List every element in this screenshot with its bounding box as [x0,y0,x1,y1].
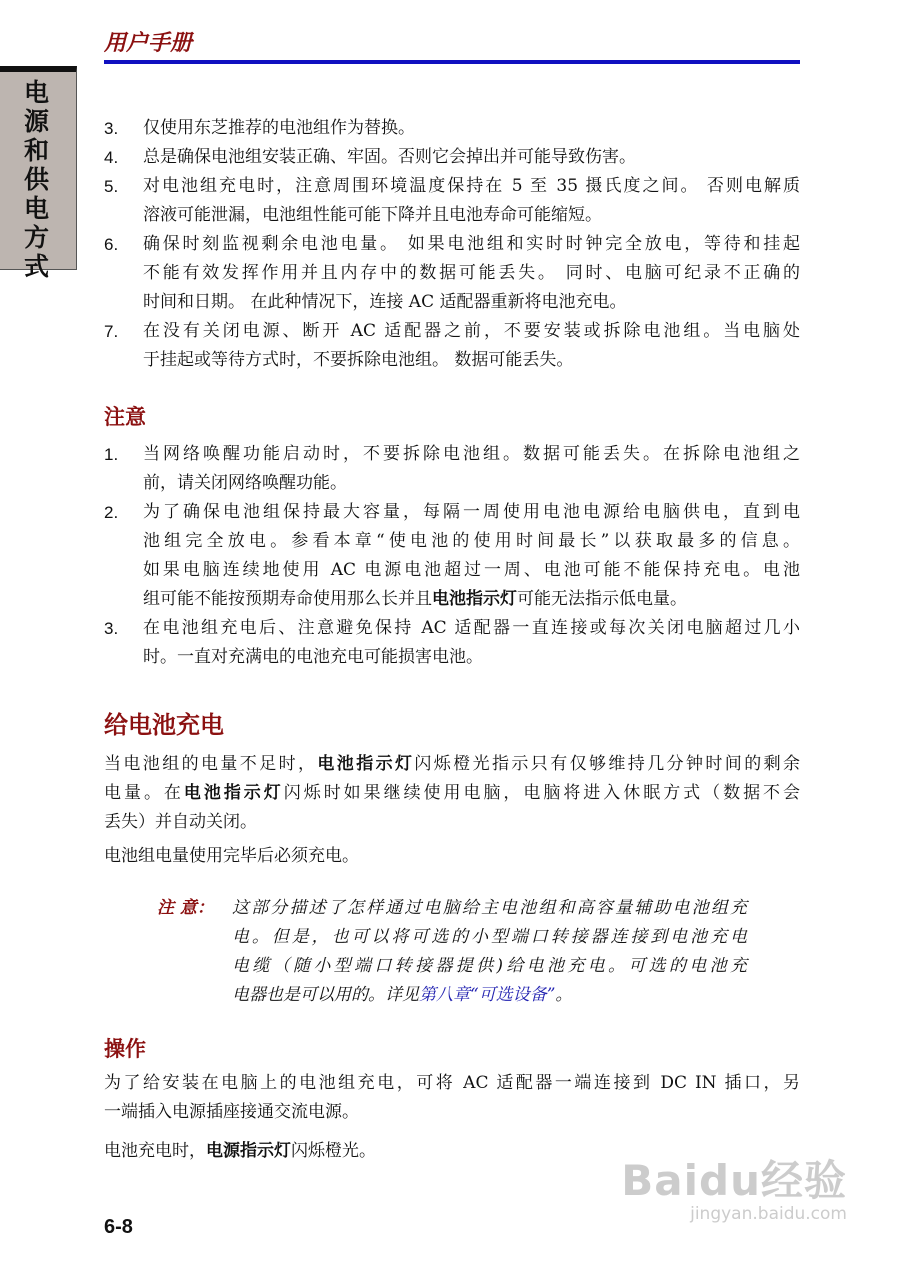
list-number: 4. [104,148,119,167]
text-segment: 电缆（随小型端口转接器提供)给电池充电。可选的电池充 [232,956,747,976]
note-body [232,894,747,1010]
chapter-side-tab [0,66,77,281]
list-item [104,317,800,375]
chapter-side-tab-label: 电源和供电方式 [24,78,50,281]
text-segment: 时。一直对充满电的电池充电可能损害电池。 [143,647,483,667]
charging-paragraph-2 [104,842,800,871]
text-segment: 组可能不能按预期寿命使用那么长并且 [143,589,432,609]
text-line [143,114,800,143]
list-number: 7. [104,322,119,341]
bold-term: 电池指示灯 [183,783,284,803]
text-segment: 电。但是，也可以将可选的小型端口转接器连接到电池充电 [232,927,747,947]
text-segment: 当网络唤醒功能启动时，不要拆除电池组。数据可能丢失。在拆除电池组之 [143,444,800,464]
page-number: 6-8 [104,1216,133,1238]
bold-term: 电源指示灯 [206,1141,291,1161]
text-line [104,842,800,871]
bold-term: 电池指示灯 [432,589,517,609]
text-line [143,288,800,317]
text-segment: 对电池组充电时，注意周围环境温度保持在 5 至 35 摄氏度之间。 否则电解质 [143,176,800,196]
header-rule [104,60,800,64]
text-segment: 丢失）并自动关闭。 [104,812,257,832]
charging-note [157,894,747,1010]
text-segment: 池组完全放电。参看本章“使电池的使用时间最长”以获取最多的信息。 [143,531,800,551]
baidu-watermark [621,1148,847,1224]
text-line [143,201,800,230]
precautions-list [104,114,800,375]
text-segment: 不能有效发挥作用并且内存中的数据可能丢失。 同时、电脑可纪录不正确的 [143,263,800,283]
text-segment: 电池组电量使用完毕后必须充电。 [104,846,359,866]
caution-list [104,440,800,672]
text-line [143,259,800,288]
caution-heading: 注意 [104,405,146,429]
text-segment: 仅使用东芝推荐的电池组作为替换。 [143,118,415,138]
text-segment: 可能无法指示低电量。 [517,589,687,609]
text-line [232,981,747,1010]
list-number: 5. [104,177,119,196]
operation-paragraph-1 [104,1069,800,1127]
list-item [104,143,800,172]
text-line [104,750,800,779]
text-line [143,317,800,346]
text-segment: 时间和日期。 在此种情况下，连接 AC 适配器重新将电池充电。 [143,292,627,312]
text-line [143,440,800,469]
text-segment: 确保时刻监视剩余电池电量。 如果电池组和实时时钟完全放电，等待和挂起 [143,234,800,254]
bold-term: 电池指示灯 [317,754,415,774]
operation-heading: 操作 [104,1037,146,1061]
text-line [143,143,800,172]
text-line [143,346,800,375]
text-line [104,1069,800,1098]
list-number: 6. [104,235,119,254]
watermark-url: jingyan.baidu.com [690,1204,847,1224]
text-line [232,923,747,952]
list-item [104,614,800,672]
charging-paragraph-1 [104,750,800,837]
text-line [143,498,800,527]
text-segment: 前，请关闭网络唤醒功能。 [143,473,347,493]
text-line [104,779,800,808]
text-segment: 电池充电时， [104,1141,206,1161]
list-item [104,172,800,230]
text-line [143,614,800,643]
text-segment: 闪烁时如果继续使用电脑，电脑将进入休眠方式（数据不会 [283,783,801,803]
text-line [143,469,800,498]
note-label: 注 意： [157,898,214,918]
charging-heading: 给电池充电 [104,711,224,739]
text-line [143,230,800,259]
text-segment: 电量。在 [104,783,184,803]
chapter-link[interactable]: 第八章“可选设备” [419,985,556,1005]
text-segment: 溶液可能泄漏，电池组性能可能下降并且电池寿命可能缩短。 [143,205,602,225]
text-segment: 。 [555,985,573,1005]
text-line [232,894,747,923]
text-segment: 当电池组的电量不足时， [104,754,318,774]
text-segment: 为了给安装在电脑上的电池组充电，可将 AC 适配器一端连接到 DC IN 插口，另 [104,1073,800,1093]
header-title: 用户手册 [104,31,193,56]
text-segment: 这部分描述了怎样通过电脑给主电池组和高容量辅助电池组充 [232,898,747,918]
text-line [232,952,747,981]
text-segment: 闪烁橙光指示只有仅够维持几分钟时间的剩余 [414,754,801,774]
list-item [104,114,800,143]
text-segment: 一端插入电源插座接通交流电源。 [104,1102,359,1122]
text-segment: 于挂起或等待方式时，不要拆除电池组。 数据可能丢失。 [143,350,574,370]
text-segment: 为了确保电池组保持最大容量，每隔一周使用电池电源给电脑供电，直到电 [143,502,800,522]
text-segment: 总是确保电池组安装正确、牢固。否则它会掉出并可能导致伤害。 [143,147,636,167]
text-segment: 如果电脑连续地使用 AC 电源电池超过一周、电池可能不能保持充电。电池 [143,560,800,580]
list-number: 2. [104,503,119,522]
text-line [143,643,800,672]
text-line [143,172,800,201]
text-segment: 闪烁橙光。 [291,1141,376,1161]
list-number: 1. [104,445,119,464]
list-number: 3. [104,619,119,638]
list-number: 3. [104,119,119,138]
watermark-brand: Baidu经验 [621,1156,847,1205]
text-line [143,527,800,556]
list-item [104,440,800,498]
text-line [143,585,800,614]
text-segment: 在没有关闭电源、断开 AC 适配器之前，不要安装或拆除电池组。当电脑处 [143,321,800,341]
text-line [104,808,800,837]
text-line [143,556,800,585]
text-line [104,1098,800,1127]
list-item [104,230,800,317]
list-item [104,498,800,614]
text-segment: 在电池组充电后、注意避免保持 AC 适配器一直连接或每次关闭电脑超过几小 [143,618,800,638]
text-segment: 电器也是可以用的。详见 [232,985,419,1005]
